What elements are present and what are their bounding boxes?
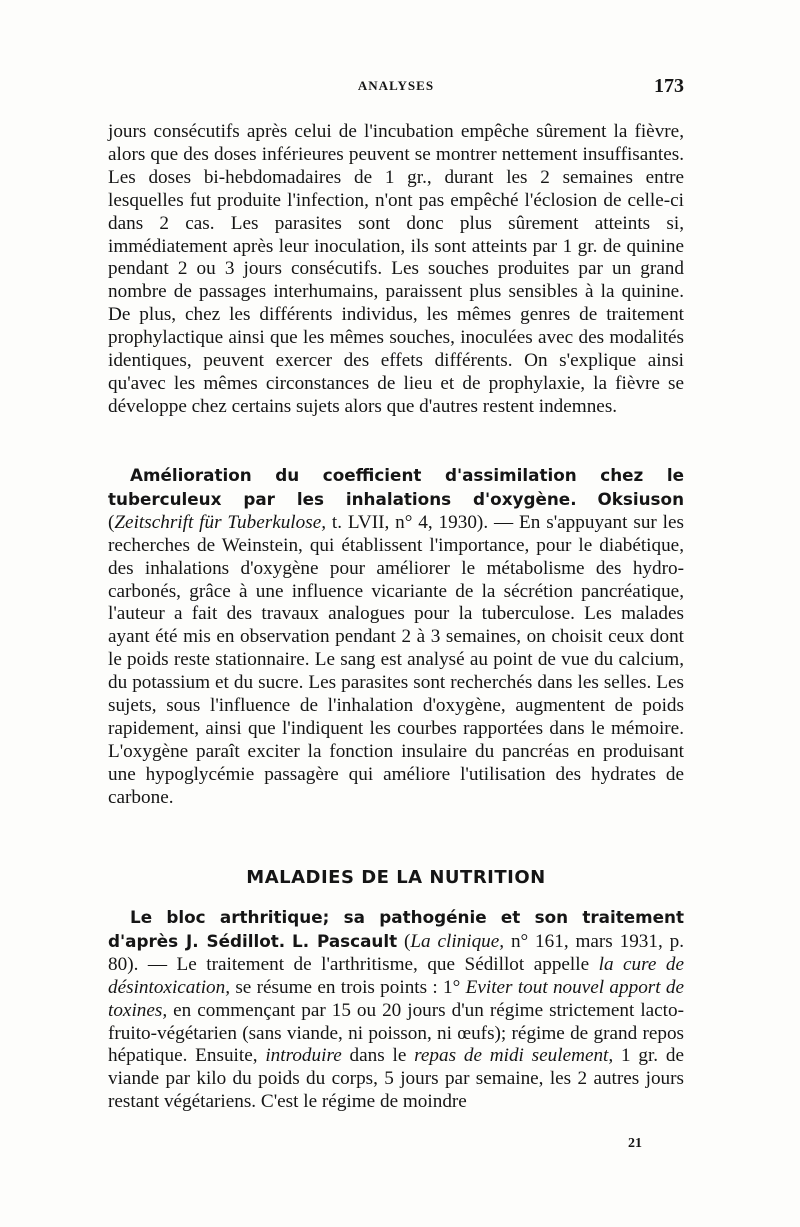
- paragraph-1: [108, 121, 684, 419]
- article-author-oksiuson: Oksiuson: [597, 488, 685, 509]
- paragraph-3-italic-d: repas de midi seulement,: [414, 1045, 614, 1067]
- article-author-pascault: L. Pascault: [292, 930, 398, 951]
- section-heading: MALADIES DE LA NUTRITION: [246, 867, 546, 888]
- page-number: 173: [654, 75, 684, 97]
- paragraph-3-body-b: se résume en trois points : 1°: [235, 976, 461, 998]
- paragraph-3: [108, 906, 684, 1114]
- paragraph-3-body-e: 1 gr. de viande par kilo du poids du corps, 5 jours par semaine, les 2 autres jours restant végétariens. C'est le régime de moindre: [108, 1045, 684, 1113]
- paragraph-2-body: t. LVII, n° 4, 1930). — En s'appuyant sur les recherches de Weinstein, qui établissent l'importance, pour le diabétique, des inhalations d'oxygène pour améliorer le métabolisme des hydro-carbonés, grâce à une influence vicariante de la sécrétion pancréatique, l'auteur a fait des travaux analogues pour la tuberculose. Les malades ayant été mis en observation pendant 2 à 3 semaines, on choisit ceux dont le poids reste stationnaire. Le sang est analysé au point de vue du calcium, du potassium et du sucre. Les parasites sont recherchés dans les selles. Les sujets, sous l'influence de l'inhalation d'oxygène, augmentent de poids rapidement, ainsi que l'indiquent les courbes rapportées dans le mémoire. L'oxygène paraît exciter la fonction insulaire du pancréas en produisant une hypoglycémie passagère qui améliore l'utilisation des hydrates de carbone.: [108, 511, 684, 808]
- paragraph-3-italic-c: introduire: [265, 1045, 342, 1067]
- journal-name: Zeitschrift für Tuberkulose,: [114, 511, 327, 533]
- paragraph-3-body-a: n° 161, mars 1931, p. 80). — Le traitement de l'arthritisme, que Sédillot appelle: [108, 930, 684, 975]
- journal-name-clinique: La clinique,: [410, 930, 505, 952]
- article-title-arthritis: Le bloc arthritique; sa pathogénie et son traitement d'après J. Sédillot.: [108, 907, 684, 951]
- paragraph-3-text: Le bloc arthritique; sa pathogénie et son traitement d'après J. Sédillot. L. Pascault (La clinique, n° 161, mars 1931, p. 80). — Le traitement de l'arthritisme, que Sédillot appelle la cure de désintoxication, se résume en trois points : 1° Eviter tout nouvel apport de toxines, en commençant par 15 ou 20 jours d'un régime strictement lacto-fruito-végétarien (sans viande, ni poisson, ni œufs); régime de grand repos hépatique. Ensuite, introduire dans le repas de midi seulement, 1 gr. de viande par kilo du poids du corps, 5 jours par semaine, les 2 autres jours restant végétariens. C'est le régime de moindre: [108, 907, 685, 1113]
- paragraph-3-body-c: en commençant par 15 ou 20 jours d'un régime strictement lacto-fruito-végétarien (sans viande, ni poisson, ni œufs); régime de grand repos hépatique. Ensuite,: [108, 999, 684, 1067]
- paragraph-3-italic-b: Eviter tout nouvel apport de toxines,: [108, 976, 685, 1021]
- paragraph-3-body-d: dans le: [349, 1045, 407, 1067]
- paragraph-1-text: jours consécutifs après celui de l'incubation empêche sûrement la fièvre, alors que des doses inférieures peuvent se montrer nettement insuffisantes. Les doses bi-hebdomadaires de 1 gr., durant les 2 semaines entre lesquelles fut produite l'infection, n'ont pas empêché l'éclosion de celle-ci dans 2 cas. Les parasites sont donc plus sûrement atteints si, immédiatement après leur inoculation, ils sont atteints par 1 gr. de quinine pendant 2 ou 3 jours consécutifs. Les souches produites par un grand nombre de passages interhumains, paraissent plus sensibles à la quinine. De plus, chez les différents individus, les mêmes genres de traitement prophylactique ainsi que les mêmes souches, inoculées avec des modalités identiques, peuvent exercer des effets différents. On s'explique ainsi qu'avec les mêmes circonstances de lieu et de prophylaxie, la fièvre se développe chez certains sujets alors que d'autres restent indemnes.: [108, 121, 684, 417]
- paragraph-2: [108, 464, 684, 810]
- article-title-oxygen: Amélioration du coefficient d'assimilation chez le tuberculeux par les inhalations d'oxygène.: [108, 465, 684, 509]
- running-title: ANALYSES: [357, 78, 435, 93]
- paragraph-2-text: Amélioration du coefficient d'assimilation chez le tuberculeux par les inhalations d'oxygène. Oksiuson (Zeitschrift für Tuberkulose, t. LVII, n° 4, 1930). — En s'appuyant sur les recherches de Weinstein, qui établissent l'importance, pour le diabétique, des inhalations d'oxygène pour améliorer le métabolisme des hydro-carbonés, grâce à une influence vicariante de la sécrétion pancréatique, l'auteur a fait des travaux analogues pour la tuberculose. Les malades ayant été mis en observation pendant 2 à 3 semaines, on choisit ceux dont le poids reste stationnaire. Le sang est analysé au point de vue du calcium, du potassium et du sucre. Les parasites sont recherchés dans les selles. Les sujets, sous l'influence de l'inhalation d'oxygène, augmentent de poids rapidement, ainsi que l'indiquent les courbes rapportées dans le mémoire. L'oxygène paraît exciter la fonction insulaire du pancréas en produisant une hypoglycémie passagère qui améliore l'utilisation des hydrates de carbone.: [108, 465, 685, 808]
- paragraph-3-italic-a: la cure de désintoxication,: [108, 953, 685, 998]
- running-head: [108, 75, 684, 102]
- signature-mark: 21: [628, 1136, 642, 1151]
